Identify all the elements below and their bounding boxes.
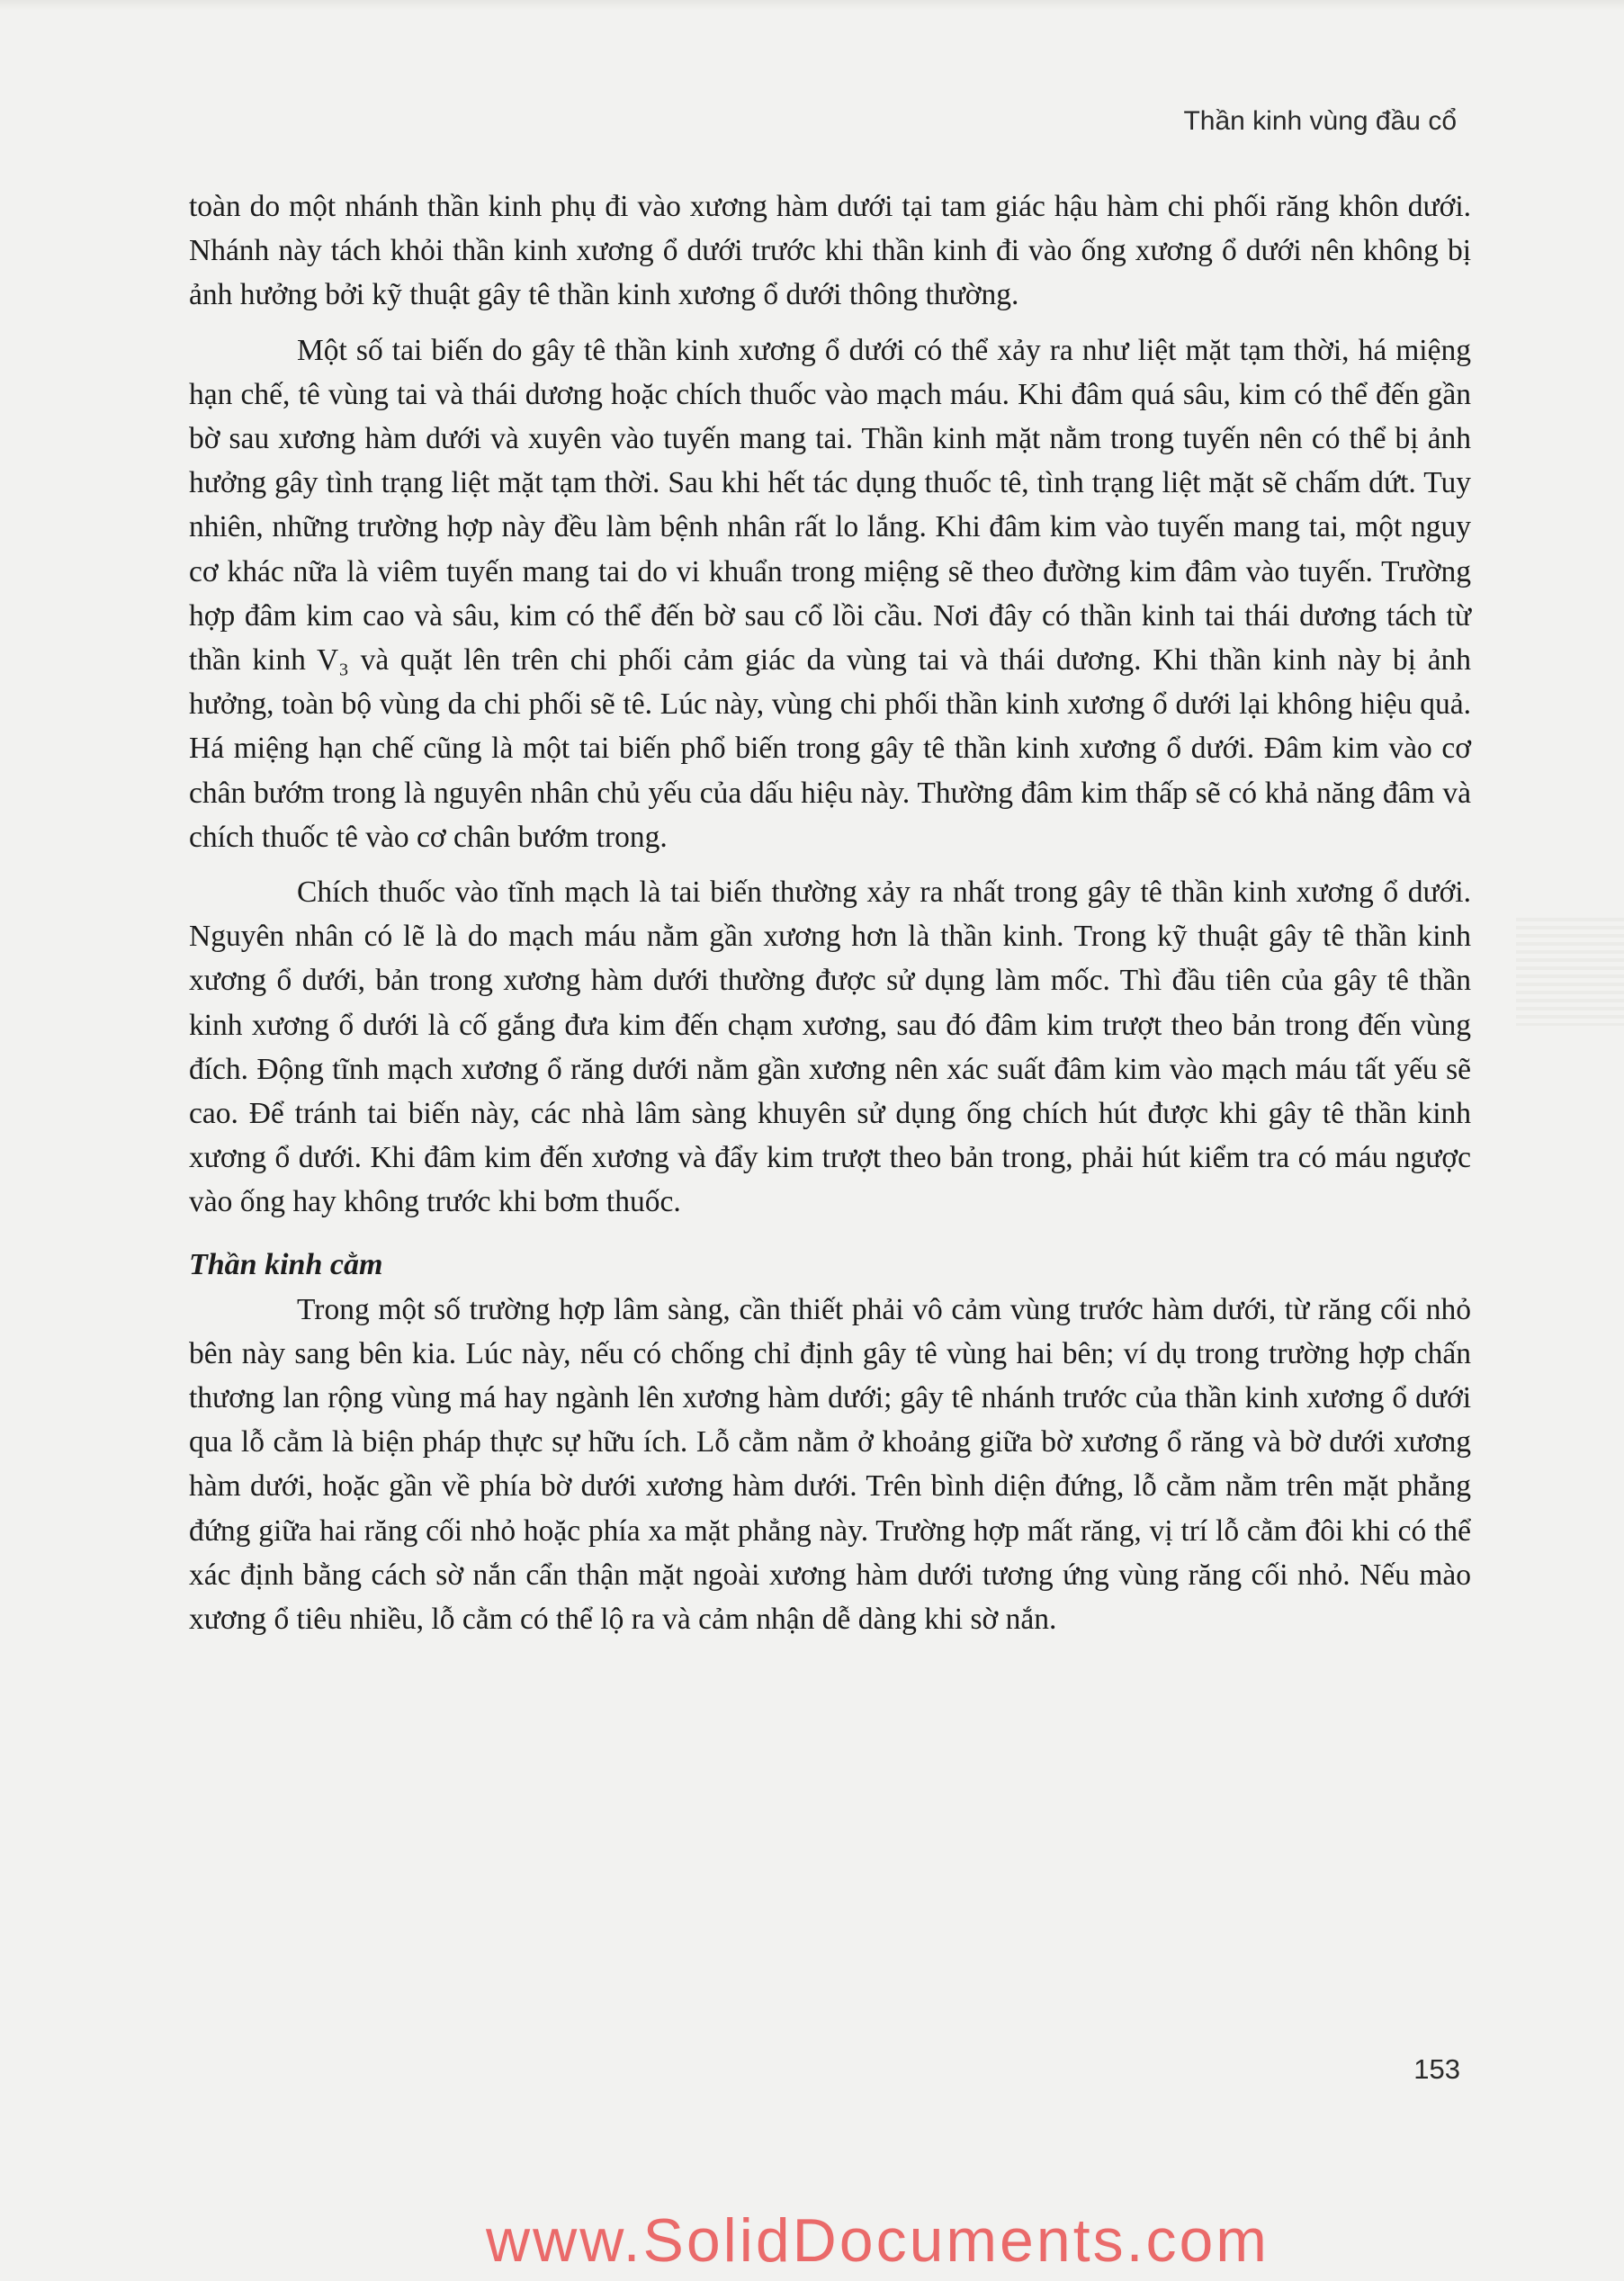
- scan-artifact: [1516, 918, 1624, 1026]
- paragraph-2: Một số tai biến do gây tê thần kinh xương ổ dưới có thể xảy ra như liệt mặt tạm thời, há miệng hạn chế, tê vùng tai và thái dương hoặc chích thuốc vào mạch máu. Khi đâm quá sâu, kim có thể đến gần bờ sau xương hàm dưới và xuyên vào tuyến mang tai. Thần kinh mặt nằm trong tuyến nên có thể bị ảnh hưởng gây tình trạng liệt mặt tạm thời. Sau khi hết tác dụng thuốc tê, tình trạng liệt mặt sẽ chấm dứt. Tuy nhiên, những trường hợp này đều làm bệnh nhân rất lo lắng. Khi đâm kim vào tuyến mang tai, một nguy cơ khác nữa là viêm tuyến mang tai do vi khuẩn trong miệng sẽ theo đường kim đâm vào tuyến. Trường hợp đâm kim cao và sâu, kim có thể đến bờ sau cổ lồi cầu. Nơi đây có thần kinh tai thái dương tách từ thần kinh V₃ và quặt lên trên chi phối cảm giác da vùng tai và thái dương. Khi thần kinh này bị ảnh hưởng, toàn bộ vùng da chi phối sẽ tê. Lúc này, vùng chi phối thần kinh xương ổ dưới lại không hiệu quả. Há miệng hạn chế cũng là một tai biến phổ biến trong gây tê thần kinh xương ổ dưới. Đâm kim vào cơ chân bướm trong là nguyên nhân chủ yếu của dấu hiệu này. Thường đâm kim thấp sẽ có khả năng đâm và chích thuốc tê vào cơ chân bướm trong.: [189, 333, 1471, 854]
- paragraph-4: Trong một số trường hợp lâm sàng, cần thiết phải vô cảm vùng trước hàm dưới, từ răng cối nhỏ bên này sang bên kia. Lúc này, nếu có chống chỉ định gây tê vùng hai bên; ví dụ trong trường hợp chấn thương lan rộng vùng má hay ngành lên xương hàm dưới; gây tê nhánh trước của thần kinh xương ổ dưới qua lỗ cằm là biện pháp thực sự hữu ích. Lỗ cằm nằm ở khoảng giữa bờ xương ổ răng và bờ dưới xương hàm dưới, hoặc gần về phía bờ dưới xương hàm dưới. Trên bình diện đứng, lỗ cằm nằm trên mặt phẳng đứng giữa hai răng cối nhỏ hoặc phía xa mặt phẳng này. Trường hợp mất răng, vị trí lỗ cằm đôi khi có thể xác định bằng cách sờ nắn cẩn thận mặt ngoài xương hàm dưới tương ứng vùng răng cối nhỏ. Nếu mào xương ổ tiêu nhiều, lỗ cằm có thể lộ ra và cảm nhận dễ dàng khi sờ nắn.: [189, 1292, 1471, 1637]
- page-top-edge: [0, 0, 1624, 11]
- page-number: 153: [1413, 2053, 1460, 2085]
- section-heading: Thần kinh cằm: [189, 1247, 383, 1281]
- running-header: Thần kinh vùng đầu cổ: [1183, 106, 1457, 136]
- paragraph-1: toàn do một nhánh thần kinh phụ đi vào xương hàm dưới tại tam giác hậu hàm chi phối răng khôn dưới. Nhánh này tách khỏi thần kinh xương ổ dưới trước khi thần kinh đi vào ống xương ổ dưới nên không bị ảnh hưởng bởi kỹ thuật gây tê thần kinh xương ổ dưới thông thường.: [189, 190, 1471, 312]
- paragraph-3: Chích thuốc vào tĩnh mạch là tai biến thường xảy ra nhất trong gây tê thần kinh xương ổ dưới. Nguyên nhân có lẽ là do mạch máu nằm gần xương hơn là thần kinh. Trong kỹ thuật gây tê thần kinh xương ổ dưới, bản trong xương hàm dưới thường được sử dụng làm mốc. Thì đầu tiên của gây tê thần kinh xương ổ dưới là cố gắng đưa kim đến chạm xương, sau đó đâm kim trượt theo bản trong đến vùng đích. Động tĩnh mạch xương ổ răng dưới nằm gần xương nên xác suất đâm kim vào mạch máu tất yếu sẽ cao. Để tránh tai biến này, các nhà lâm sàng khuyên sử dụng ống chích hút được khi gây tê thần kinh xương ổ dưới. Khi đâm kim đến xương và đẩy kim trượt theo bản trong, phải hút kiểm tra có máu ngược vào ống hay không trước khi bơm thuốc.: [189, 876, 1471, 1219]
- watermark: www.SolidDocuments.com: [486, 2206, 1270, 2275]
- page-body: [189, 184, 1471, 1652]
